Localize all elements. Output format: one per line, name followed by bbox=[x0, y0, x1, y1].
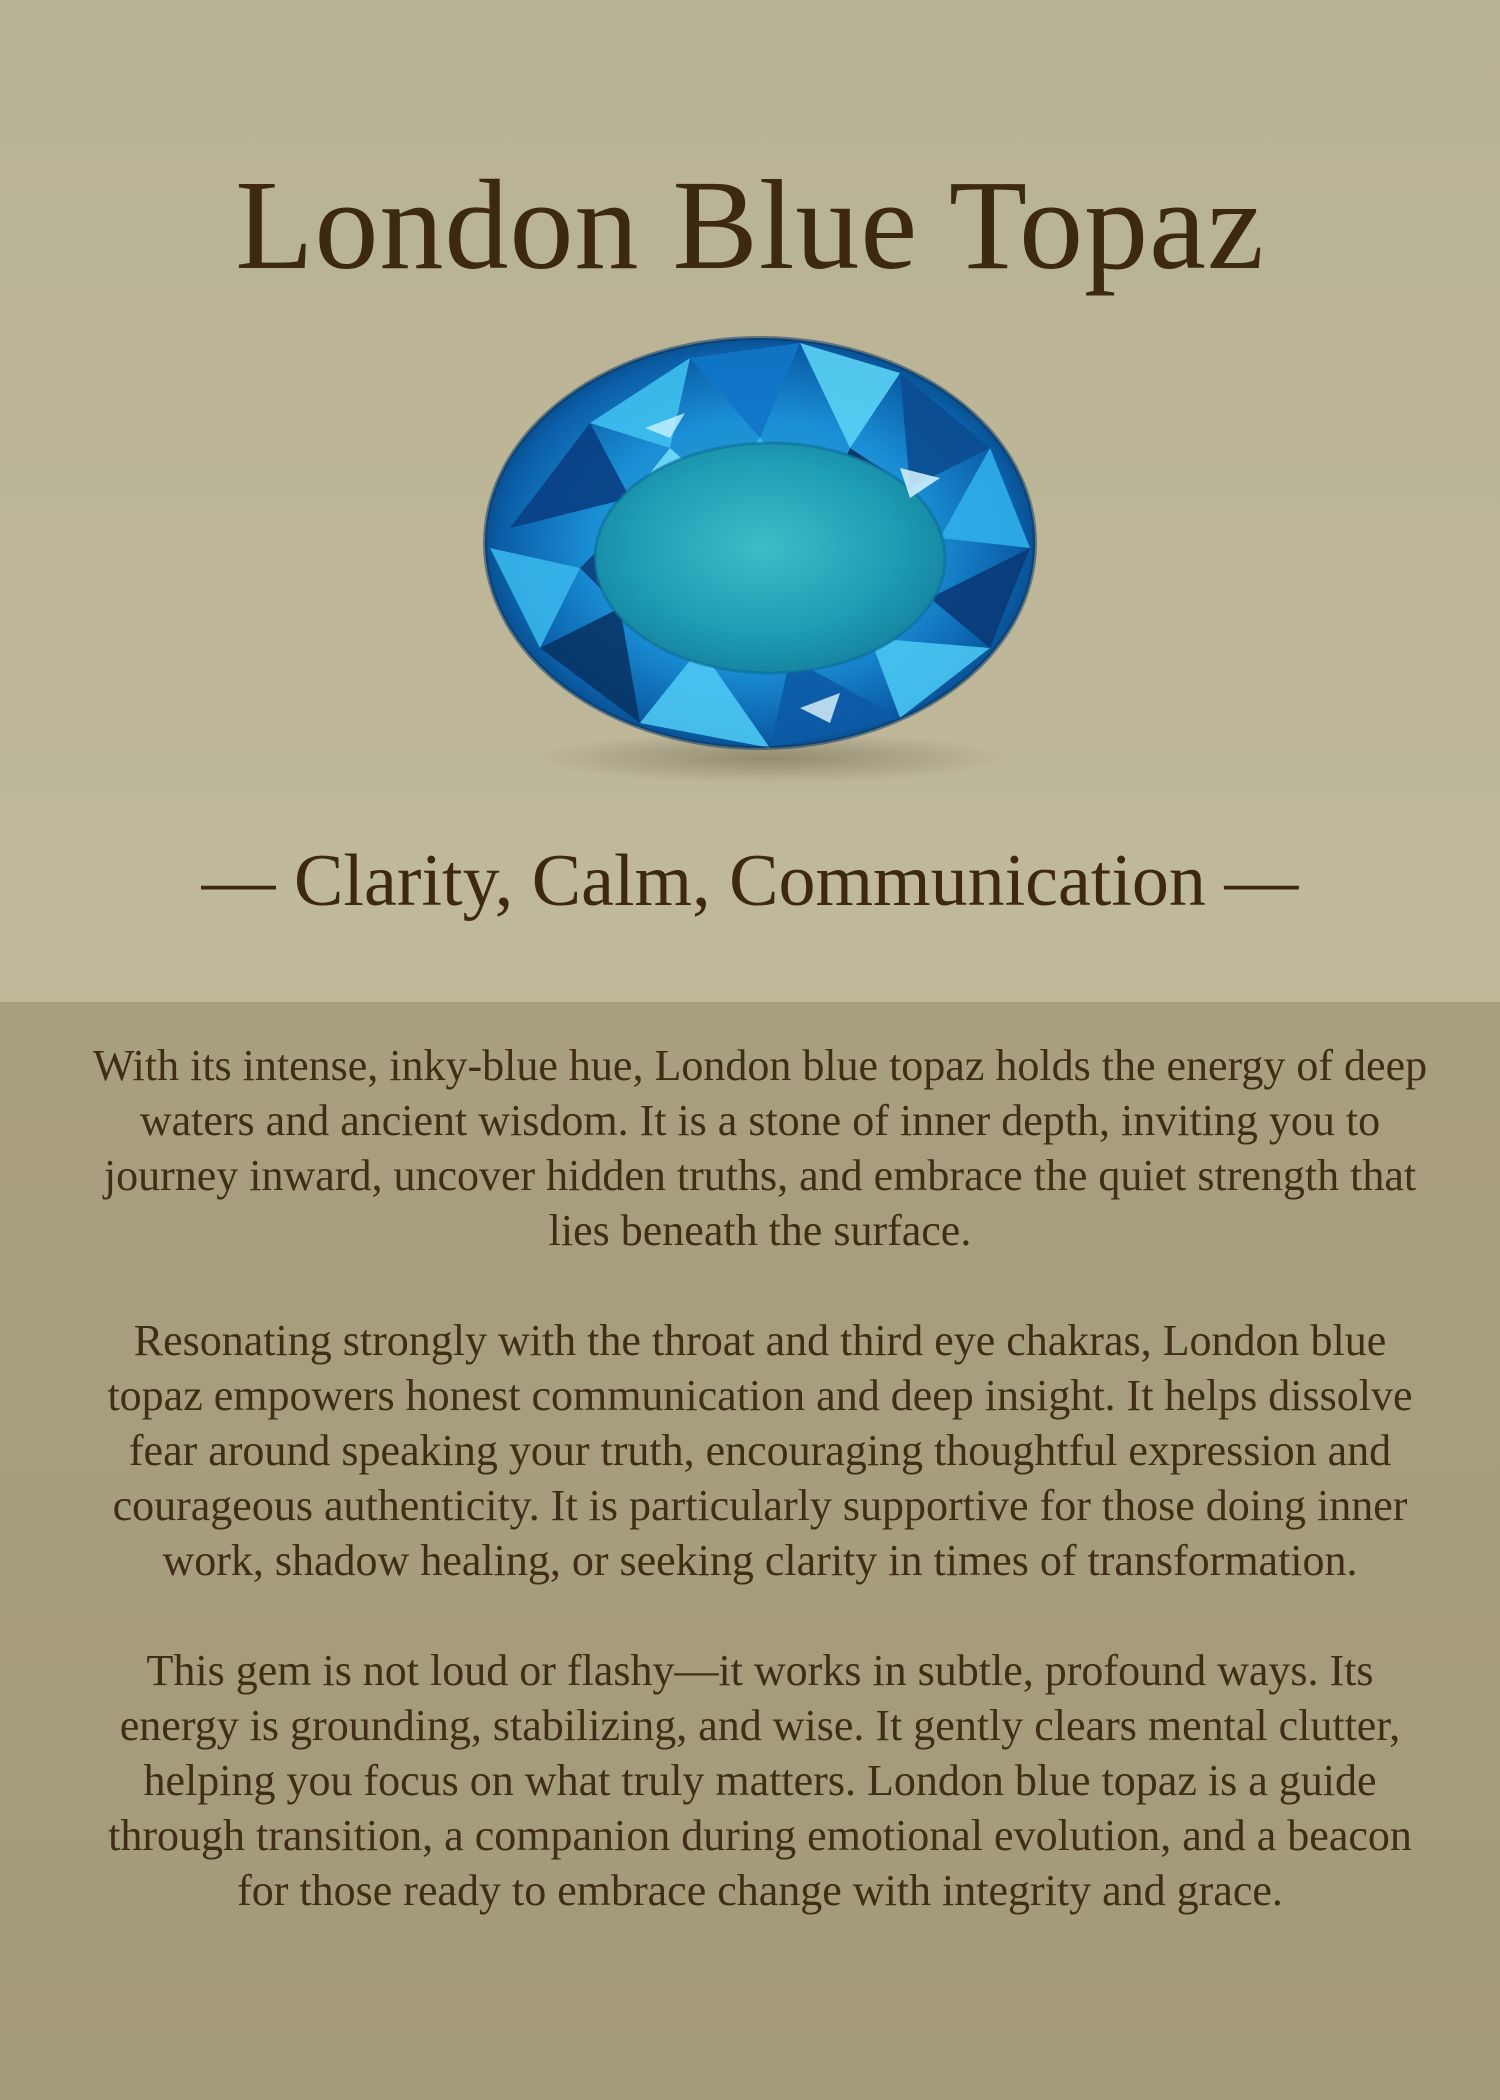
paragraph-3: This gem is not loud or flashy—it works in subtle, profound ways. Its energy is grounding, stabilizing, and wise. It gently clears mental clutter, helping you focus on what truly matters. London blue topaz is a guide through transition, a companion during emotional evolution, and a beacon for those ready to embrace change with integrity and grace. bbox=[108, 1646, 1412, 1915]
paragraph-2: Resonating strongly with the throat and third eye chakras, London blue topaz empowers honest communication and deep insight. It helps dissolve fear around speaking your truth, encouraging thoughtful expression and courageous authenticity. It is particularly supportive for those doing inner work, shadow healing, or seeking clarity in times of transformation. bbox=[107, 1316, 1413, 1585]
description-text bbox=[90, 1038, 1430, 1973]
paragraph-1: With its intense, inky-blue hue, London blue topaz holds the energy of deep waters and ancient wisdom. It is a stone of inner depth, inviting you to journey inward, uncover hidden truths, and embrace the quiet strength that lies beneath the surface. bbox=[92, 1041, 1428, 1255]
oval-faceted-gem-icon bbox=[470, 328, 1050, 788]
gem-image bbox=[470, 328, 1050, 788]
tagline: — Clarity, Calm, Communication — bbox=[201, 840, 1299, 922]
page-title: London Blue Topaz bbox=[235, 154, 1265, 296]
